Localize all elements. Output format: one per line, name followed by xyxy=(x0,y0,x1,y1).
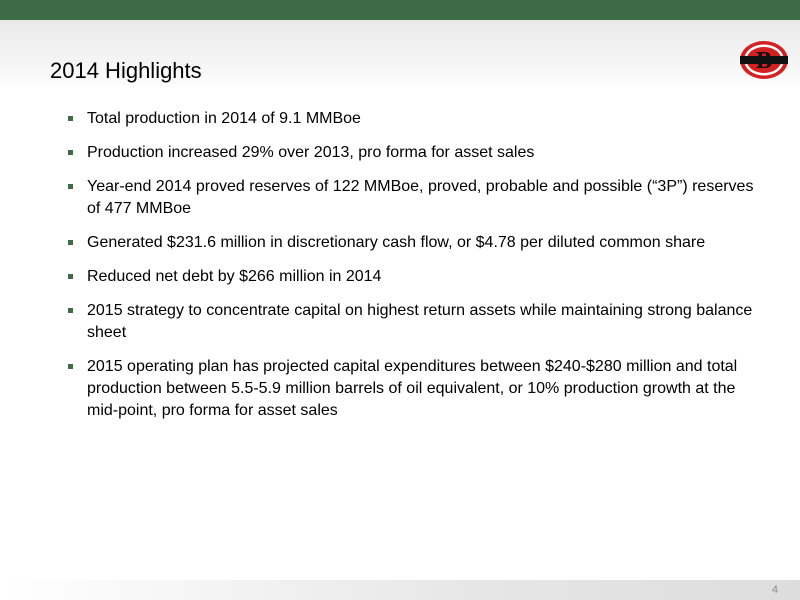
bullet-text: Generated $231.6 million in discretionary cash flow, or $4.78 per diluted common share xyxy=(87,234,706,251)
list-item xyxy=(66,232,766,254)
list-item xyxy=(66,266,766,288)
list-item xyxy=(66,300,766,344)
square-bullet-icon xyxy=(68,308,73,313)
list-item xyxy=(66,142,766,164)
bullet-text: Reduced net debt by $266 million in 2014 xyxy=(87,268,382,285)
square-bullet-icon xyxy=(68,150,73,155)
bullet-text: 2015 operating plan has projected capital expenditures between $240-$280 million and total production between 5.5-5.9 million barrels of oil equivalent, or 10% production growth at the mid-point, pro forma for asset sales xyxy=(87,358,738,419)
top-accent-bar xyxy=(0,0,800,20)
bullet-text: Year-end 2014 proved reserves of 122 MMBoe, proved, probable and possible (“3P”) reserves of 477 MMBoe xyxy=(87,178,754,217)
bullet-text: Production increased 29% over 2013, pro forma for asset sales xyxy=(87,144,535,161)
page-number: 4 xyxy=(771,584,778,596)
square-bullet-icon xyxy=(68,240,73,245)
list-item xyxy=(66,176,766,220)
bullet-text: Total production in 2014 of 9.1 MMBoe xyxy=(87,110,361,127)
bullet-text: 2015 strategy to concentrate capital on highest return assets while maintaining strong balance sheet xyxy=(87,302,753,341)
square-bullet-icon xyxy=(68,184,73,189)
company-logo-icon xyxy=(739,40,789,80)
logo-letter: B xyxy=(755,48,773,74)
highlights-list xyxy=(66,108,766,434)
footer-band xyxy=(0,580,800,600)
square-bullet-icon xyxy=(68,274,73,279)
square-bullet-icon xyxy=(68,116,73,121)
list-item xyxy=(66,108,766,130)
list-item xyxy=(66,356,766,422)
square-bullet-icon xyxy=(68,364,73,369)
slide-title: 2014 Highlights xyxy=(50,58,202,83)
